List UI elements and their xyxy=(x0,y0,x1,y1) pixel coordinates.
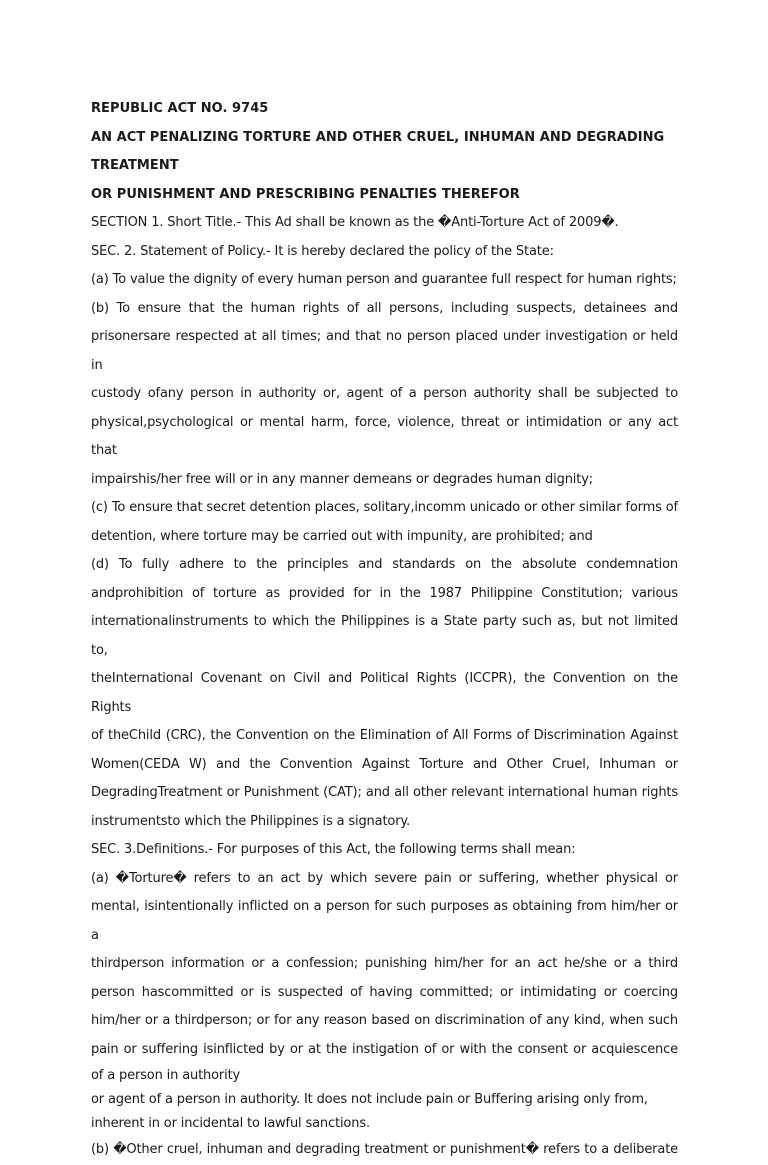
section-2-line: SEC. 2. Statement of Policy.- It is hereby declared the policy of the State: xyxy=(91,243,554,259)
policy-b-line-3: custody ofany person in authority or, agent of a person authority shall be subjected to xyxy=(91,386,678,401)
policy-d-line-5: of theChild (CRC), the Convention on the Elimination of All Forms of Discrimination Against xyxy=(91,728,678,743)
definition-a-line-8: or agent of a person in authority. It does not include pain or Buffering arising only from, xyxy=(91,1092,648,1107)
policy-c-line-2: detention, where torture may be carried out with impunity, are prohibited; and xyxy=(91,528,593,544)
definition-b-line-1: (b) �Other cruel, inhuman and degrading treatment or punishment� refers to a deliberate xyxy=(91,1142,678,1157)
definition-a-line-4: person hascommitted or is suspected of having committed; or intimidating or coercing xyxy=(91,984,678,1000)
section-1-line: SECTION 1. Short Title.- This Ad shall be known as the �Anti-Torture Act of 2009�. xyxy=(91,215,619,230)
document-page xyxy=(91,95,678,1165)
policy-b-line-2: prisonersare respected at all times; and that no person placed under investigation or held in xyxy=(91,329,678,373)
policy-b-line-1: (b) To ensure that the human rights of all persons, including suspects, detainees and xyxy=(91,300,678,316)
act-number-heading: REPUBLIC ACT NO. 9745 xyxy=(91,101,269,116)
definition-a-line-3: thirdperson information or a confession; punishing him/her for an act he/she or a third xyxy=(91,956,678,971)
policy-b-line-5: impairshis/her free will or in any manner demeans or degrades human dignity; xyxy=(91,471,593,487)
policy-c-line-1: (c) To ensure that secret detention places, solitary,incomm unicado or other similar forms of xyxy=(91,500,678,515)
definition-a-line-2: mental, isintentionally inflicted on a person for such purposes as obtaining from him/her or a xyxy=(91,899,678,943)
policy-d-line-6: Women(CEDA W) and the Convention Against Torture and Other Cruel, Inhuman or xyxy=(91,756,678,772)
definition-a-line-9: inherent in or incidental to lawful sanctions. xyxy=(91,1116,370,1131)
definition-a-line-5: him/her or a thirdperson; or for any reason based on discrimination of any kind, when such xyxy=(91,1013,678,1028)
definition-a-line-7: of a person in authority xyxy=(91,1068,241,1083)
definition-a-line-1: (a) �Torture� refers to an act by which severe pain or suffering, whether physical or xyxy=(91,870,678,886)
policy-d-line-4: theInternational Covenant on Civil and Political Rights (ICCPR), the Convention on the Rights xyxy=(91,671,678,715)
act-title-line-1: AN ACT PENALIZING TORTURE AND OTHER CRUEL, INHUMAN AND DEGRADING xyxy=(91,129,665,145)
act-title-line-3: OR PUNISHMENT AND PRESCRIBING PENALTIES THEREFOR xyxy=(91,186,520,202)
policy-d-line-3: internationalinstruments to which the Philippines is a State party such as, but not limited to, xyxy=(91,614,678,658)
policy-a-line: (a) To value the dignity of every human person and guarantee full respect for human rights; xyxy=(91,272,677,287)
section-3-line: SEC. 3.Definitions.- For purposes of this Act, the following terms shall mean: xyxy=(91,842,576,857)
policy-d-line-1: (d) To fully adhere to the principles and standards on the absolute condemnation xyxy=(91,557,678,572)
policy-d-line-8: instrumentsto which the Philippines is a signatory. xyxy=(91,813,411,829)
policy-d-line-7: DegradingTreatment or Punishment (CAT); and all other relevant international human rights xyxy=(91,785,678,800)
policy-b-line-4: physical,psychological or mental harm, force, violence, threat or intimidation or any act that xyxy=(91,414,678,458)
definition-a-line-6: pain or suffering isinflicted by or at the instigation of or with the consent or acquiescence xyxy=(91,1041,678,1057)
policy-d-line-2: andprohibition of torture as provided for in the 1987 Philippine Constitution; various xyxy=(91,585,678,601)
act-title-line-2: TREATMENT xyxy=(91,158,179,173)
